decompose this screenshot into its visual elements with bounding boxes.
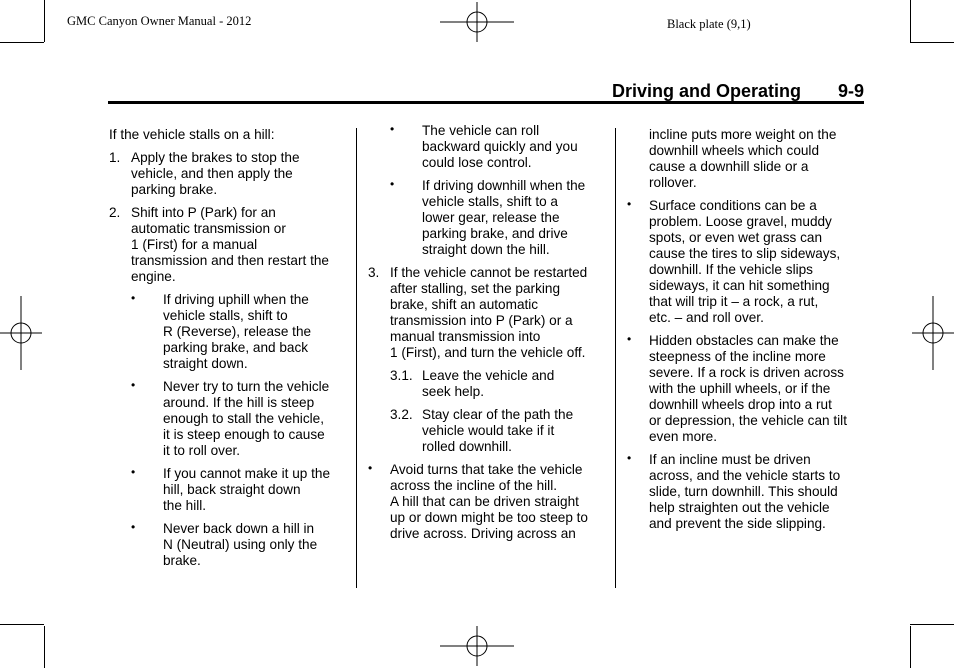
text-line: N (Neutral) using only the [163,537,318,552]
crop-mark [910,626,911,668]
text-line: If driving uphill when the [163,292,309,307]
text-line: cause the tires to slip sideways, [649,246,841,261]
text-line: enough to stall the vehicle, [163,411,324,426]
text-line: manual transmission into [390,329,541,344]
text-line: parking brake, and drive [422,226,568,241]
text-line: 1 (First) for a manual [131,237,258,252]
text-line: problem. Loose gravel, muddy [649,214,832,229]
text-line: R (Reverse), release the [163,324,312,339]
text-line: help straighten out the vehicle [649,500,830,515]
text-line: with the uphill wheels, or if the [649,381,831,396]
registration-mark-icon [912,296,954,370]
text-line: across, and the vehicle starts to [649,468,841,483]
text-line: Hidden obstacles can make the [649,333,839,348]
bullet-icon: • [390,177,395,191]
crop-mark [44,626,45,668]
list-item [109,150,349,198]
plate-label: Black plate (9,1) [667,17,751,31]
bullet-item [627,198,867,326]
text-line: hill, back straight down [163,482,301,497]
text-line: parking brake. [131,182,218,197]
text-line: 1 (First), and turn the vehicle off. [390,345,586,360]
registration-mark-icon [440,2,514,42]
text-line: it to roll over. [163,443,241,458]
text-line: vehicle, and then apply the [131,166,293,181]
crop-mark [0,624,44,625]
text-line: Never back down a hill in [163,521,315,536]
text-line: Avoid turns that take the vehicle [390,462,583,477]
crop-mark [44,0,45,42]
bullet-icon: • [390,122,395,136]
text-line: Surface conditions can be a [649,198,817,213]
text-line: backward quickly and you [422,139,578,154]
bullet-item [109,521,349,569]
bullet-icon: • [131,520,136,534]
text-line: the hill. [163,498,207,513]
list-item [109,205,349,285]
bullet-item [368,178,610,258]
text-line: brake. [163,553,201,568]
text-line: vehicle stalls, shift to [163,308,288,323]
text-line: If the vehicle cannot be restarted [390,265,588,280]
text-line: vehicle stalls, shift to a [422,194,558,209]
text-line: etc. – and roll over. [649,310,764,325]
text-line: engine. [131,269,176,284]
text-line: drive across. Driving across an [390,526,576,541]
text-line: Shift into P (Park) for an [131,205,276,220]
crop-mark [910,42,954,43]
step-number: 2. [109,205,121,220]
text-line: If an incline must be driven [649,452,811,467]
text-line: steepness of the incline more [649,349,826,364]
text-line: lower gear, release the [422,210,560,225]
bullet-icon: • [131,291,136,305]
substep-number: 3.2. [390,407,413,422]
bullet-item [109,292,349,372]
crop-mark [910,624,954,625]
text-line: spots, or even wet grass can [649,230,823,245]
text-line: around. If the hill is steep [163,395,315,410]
text-line: parking brake, and back [163,340,309,355]
text-line: and prevent the side slipping. [649,516,826,531]
text-line: severe. If a rock is driven across [649,365,844,380]
bullet-icon: • [627,451,632,465]
text-line: downhill. If the vehicle slips [649,262,813,277]
text-line: it is steep enough to cause [163,427,325,442]
column-1 [109,127,349,576]
text-line: cause a downhill slide or a [649,159,809,174]
text-line: incline puts more weight on the [649,127,837,142]
bullet-icon: • [131,378,136,392]
substep-number: 3.1. [390,368,413,383]
text-line: sideways, it can hit something [649,278,830,293]
sub-list-item [368,368,610,400]
manual-title: GMC Canyon Owner Manual - 2012 [67,14,252,28]
column-divider [356,128,357,588]
column-3 [627,127,867,539]
list-item [368,265,610,361]
registration-mark-icon [440,626,514,666]
bullet-item [368,462,610,542]
registration-mark-icon [0,296,42,370]
step-number: 1. [109,150,121,165]
text-line: rolled downhill. [422,439,512,454]
intro-text: If the vehicle stalls on a hill: [109,127,275,142]
column-divider [615,128,616,588]
crop-mark [910,0,911,42]
text-line: straight down. [163,356,248,371]
text-line: vehicle would take if it [422,423,555,438]
text-line: Leave the vehicle and [422,368,555,383]
page-number: 9-9 [838,81,865,101]
text-line: transmission and then restart the [131,253,329,268]
section-title: Driving and Operating [612,81,802,101]
text-line: If driving downhill when the [422,178,586,193]
bullet-icon: • [368,461,373,475]
text-line: could lose control. [422,155,532,170]
text-line: rollover. [649,175,697,190]
step-number: 3. [368,265,380,280]
header-rule [108,101,864,104]
text-line: brake, shift an automatic [390,297,539,312]
text-line: automatic transmission or [131,221,286,236]
text-line: If you cannot make it up the [163,466,331,481]
text-line: Never try to turn the vehicle [163,379,330,394]
text-line: seek help. [422,384,484,399]
text-line: slide, turn downhill. This should [649,484,838,499]
text-line: or depression, the vehicle can tilt [649,413,847,428]
text-line: The vehicle can roll [422,123,540,138]
crop-mark [0,42,44,43]
text-line: across the incline of the hill. [390,478,557,493]
bullet-item [627,452,867,532]
bullet-item [109,466,349,514]
text-line: downhill wheels drop into a rut [649,397,832,412]
text-line: even more. [649,429,718,444]
bullet-item [368,123,610,171]
bullet-icon: • [627,332,632,346]
text-line: A hill that can be driven straight [390,494,579,509]
text-line: Stay clear of the path the [422,407,574,422]
text-line: after stalling, set the parking [390,281,561,296]
text-line: that will trip it – a rock, a rut, [649,294,819,309]
text-line: straight down the hill. [422,242,550,257]
text-line: up or down might be too steep to [390,510,588,525]
sub-list-item [368,407,610,455]
bullet-icon: • [627,197,632,211]
text-line: transmission into P (Park) or a [390,313,573,328]
bullet-item [627,333,867,445]
bullet-icon: • [131,465,136,479]
text-line: Apply the brakes to stop the [131,150,300,165]
column-2 [368,123,610,549]
continued-text [627,127,867,191]
bullet-item [109,379,349,459]
text-line: downhill wheels which could [649,143,820,158]
